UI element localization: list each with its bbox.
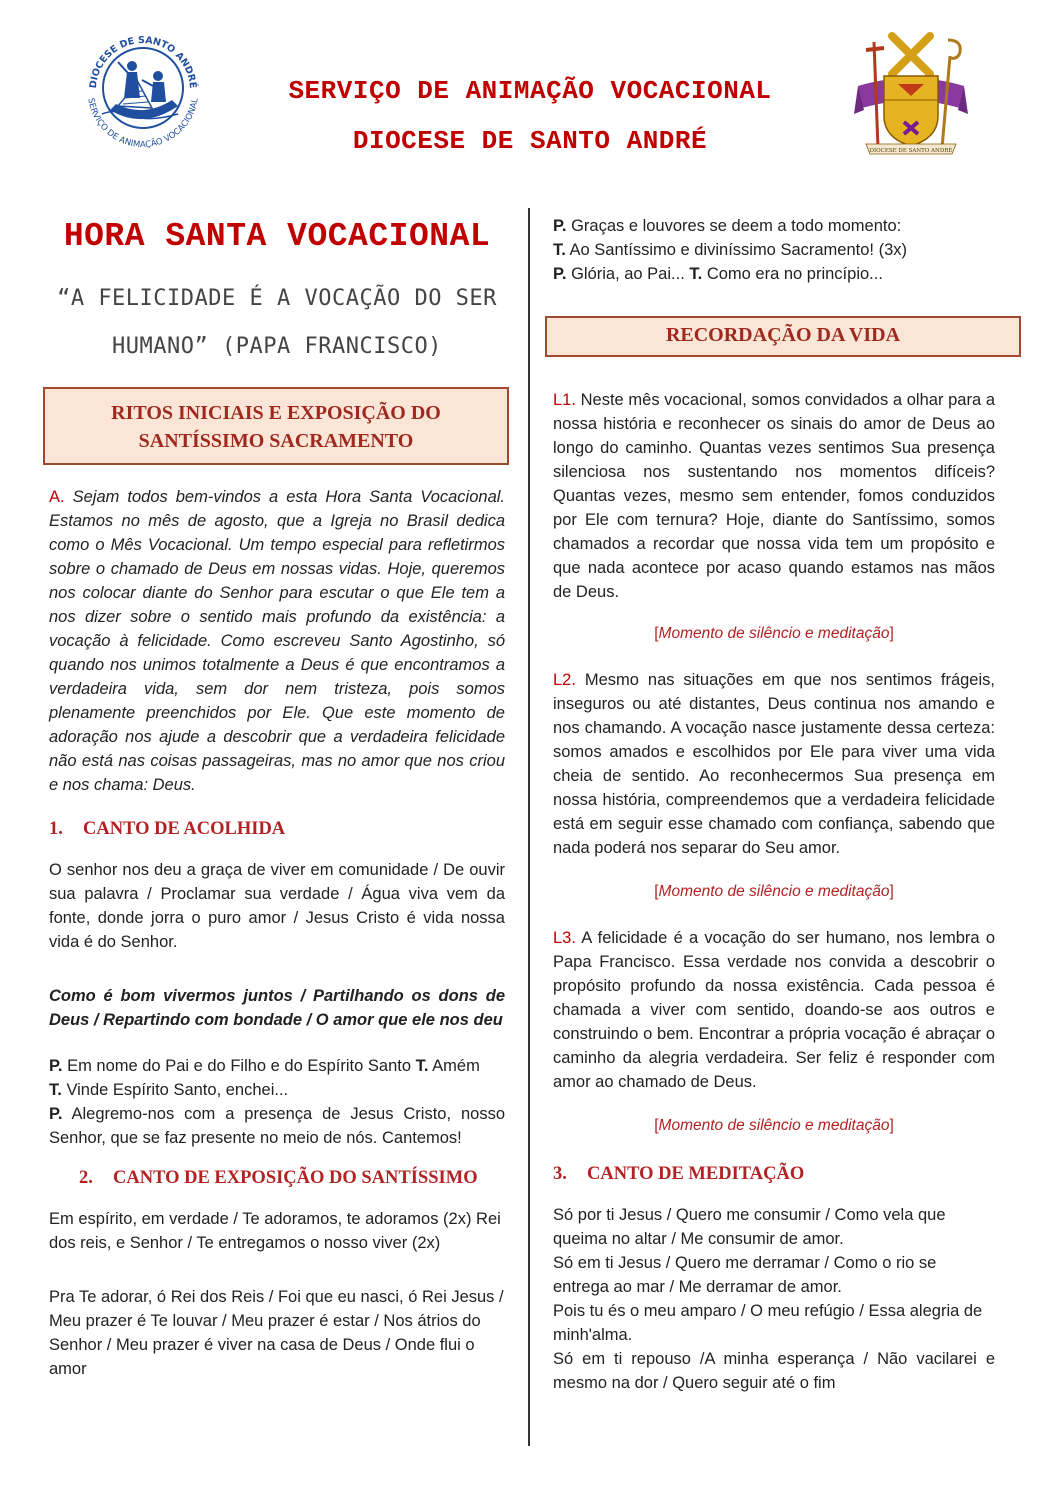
ritos-intro-text: Sejam todos bem-vindos a esta Hora Santa Vocacional. Estamos no mês de agosto, que a Igreja no Brasil dedica como o Mês Vocacional. Um tempo especial para refletirmos sobre o chamado de Deus em nossas vidas. Hoje, queremos nos colocar diante do Senhor para escutar o que Ele tem a nos dizer sobre o sentido mais profundo da existência: a vocação à felicidade. Como escreveu Santo Agostinho, só quando nos unimos totalmente a Deus é que encontramos a verdadeira vida, sem dor nem tristeza, pois somos plenamente preenchidos por Ele. Que este momento de adoração nos ajude a descobrir que a verdadeira felicidade não está nas coisas passageiras, mas no amor que nos criou e nos chama: Deus. — [49, 488, 505, 794]
reader-1-text: Neste mês vocacional, somos convidados a olhar para a nossa história e reconhecer os sinais do amor de Deus ao longo do caminho. Quantas vezes sentimos Sua presença silenciosa nos sustentando nos momentos difíceis? Quantas vezes, mesmo sem entender, fomos conduzidos por Ele com ternura? Hoje, diante do Santíssimo, somos chamados a recordar que nossa vida tem um propósito e que nada acontece por acaso quando estamos nas mãos de Deus. — [553, 391, 995, 601]
bracket-open: [ — [654, 1117, 659, 1134]
canto-meditacao-line-2: Só em ti Jesus / Quero me derramar / Como o rio se entrega ao mar / Me derramar de amor. — [553, 1254, 937, 1296]
dialogue-lines — [49, 1054, 505, 1150]
right-column — [553, 212, 1009, 1442]
logo-text-top: DIOCESE DE SANTO ANDRÉ — [87, 34, 199, 89]
canto-acolhida-verse: O senhor nos deu a graça de viver em comunidade / De ouvir sua palavra / Proclamar sua verdade / Água viva vem da fonte, donde jorra o puro amor / Jesus Cristo é vida nossa vida é do Senhor. — [49, 861, 505, 951]
logo-text-bottom: SERVIÇO DE ANIMAÇÃO VOCACIONAL — [85, 97, 201, 150]
silence-note-2 — [553, 880, 995, 904]
speaker-label-l1: L1. — [553, 391, 576, 409]
speaker-label-l3: L3. — [553, 929, 576, 947]
speaker-label-p: P. — [553, 265, 567, 283]
dialogue-text: Glória, ao Pai... — [571, 265, 685, 283]
speaker-label-t: T. — [49, 1081, 62, 1099]
bracket-open: [ — [654, 625, 659, 642]
speaker-label-p: P. — [49, 1105, 63, 1123]
silence-text: Momento de silêncio e meditação — [658, 883, 890, 900]
section-title: CANTO DE EXPOSIÇÃO DO SANTÍSSIMO — [113, 1168, 478, 1188]
section-number: 3. — [553, 1164, 567, 1184]
canto-acolhida-refrain: Como é bom vivermos juntos / Partilhando os dons de Deus / Repartindo com bondade / O amor que ele nos deu — [49, 987, 505, 1029]
speaker-label-t: T. — [415, 1057, 429, 1075]
canto-exposicao-verse-2: Pra Te adorar, ó Rei dos Reis / Foi que eu nasci, ó Rei Jesus / Meu prazer é Te louvar / Meu prazer é estar / Nos átrios do Senhor / Meu prazer é viver na casa de Deus / Onde flui o amor — [49, 1288, 504, 1378]
section-heading-canto-meditacao — [553, 1164, 995, 1185]
section-heading-canto-acolhida — [49, 819, 505, 840]
bracket-close: ] — [889, 883, 894, 900]
coat-of-arms-banner-text: DIOCESE DE SANTO ANDRÉ — [869, 148, 953, 154]
speaker-label-p: P. — [49, 1057, 63, 1075]
bracket-open: [ — [654, 883, 659, 900]
svg-text:SERVIÇO DE ANIMAÇÃO VOCACIONAL — [85, 97, 200, 150]
section-number: 1. — [49, 819, 63, 839]
canto-exposicao-verse-1: Em espírito, em verdade / Te adoramos, te adoramos (2x) Rei dos reis, e Senhor / Te entregamos o nosso viver (2x) — [49, 1210, 501, 1252]
speaker-label-t: T. — [553, 241, 566, 259]
dialogue-text: Ao Santíssimo e diviníssimo Sacramento! (3x) — [569, 241, 907, 259]
page-subtitle: “A FELICIDADE É A VOCAÇÃO DO SER HUMANO” (PAPA FRANCISCO) — [57, 286, 497, 359]
silence-note-1 — [553, 622, 995, 646]
header-diocese-title: DIOCESE DE SANTO ANDRÉ — [352, 126, 708, 156]
dialogue-text: Em nome do Pai e do Filho e do Espírito Santo — [67, 1057, 412, 1075]
section-title: CANTO DE ACOLHIDA — [83, 819, 286, 839]
header-service-title: SERVIÇO DE ANIMAÇÃO VOCACIONAL — [288, 76, 772, 106]
speaker-label-l2: L2. — [553, 671, 576, 689]
dialogue-text: Como era no princípio... — [706, 265, 883, 283]
reader-3-text: A felicidade é a vocação do ser humano, nos lembra o Papa Francisco. Essa verdade nos convida a descobrir o propósito profundo da nossa existência. Cada pessoa é chamada a viver com sentido, doando-se aos outros e construindo o bem. Encontrar a própria vocação é abraçar o caminho da alegria verdadeira. Ser feliz é responder com amor ao chamado de Deus. — [553, 929, 995, 1091]
reader-2-paragraph — [553, 668, 995, 860]
section-number: 2. — [79, 1168, 93, 1188]
canto-meditacao-line-4: Só em ti repouso /A minha esperança / Não vacilarei e mesmo na dor / Quero seguir até o fim — [553, 1350, 995, 1392]
speaker-label-a: A. — [49, 488, 65, 506]
reader-3-paragraph — [553, 926, 995, 1094]
ritos-section-box: RITOS INICIAIS E EXPOSIÇÃO DO SANTÍSSIMO SACRAMENTO — [43, 387, 509, 465]
dialogue-text: Amém — [432, 1057, 480, 1075]
silence-text: Momento de silêncio e meditação — [658, 625, 890, 642]
left-column — [49, 212, 505, 1381]
dialogue-text: Graças e louvores se deem a todo momento: — [571, 217, 902, 235]
dialogue-text: Vinde Espírito Santo, enchei... — [66, 1081, 289, 1099]
section-heading-canto-exposicao — [49, 1168, 505, 1189]
silence-text: Momento de silêncio e meditação — [658, 1117, 890, 1134]
bracket-close: ] — [889, 1117, 894, 1134]
silence-note-3 — [553, 1114, 995, 1138]
dialogue-text: Alegremo-nos com a presença de Jesus Cristo, nosso Senhor, que se faz presente no meio de nós. Cantemos! — [49, 1105, 505, 1147]
section-title: CANTO DE MEDITAÇÃO — [587, 1164, 805, 1184]
reader-2-text: Mesmo nas situações em que nos sentimos frágeis, inseguros ou até distantes, Deus continua nos amando e nos chamando. A vocação nasce justamente dessa certeza: somos amados e escolhidos por Ele para viver uma vida cheia de sentido. Ao reconhecermos Sua presença em nossa história, compreendemos que a verdadeira felicidade está em seguir esse chamado com confiança, sabendo que nada poderá nos separar do Seu amor. — [553, 671, 995, 857]
right-dialogue-lines — [553, 214, 1009, 286]
diocese-coat-of-arms — [852, 30, 970, 158]
canto-meditacao-line-3: Pois tu és o meu amparo / O meu refúgio / Essa alegria de minh'alma. — [553, 1302, 983, 1344]
page-title: HORA SANTA VOCACIONAL — [63, 218, 491, 255]
column-divider — [528, 208, 530, 1446]
speaker-label-p: P. — [553, 217, 567, 235]
recordacao-section-box: RECORDAÇÃO DA VIDA — [545, 316, 1021, 357]
vocational-service-logo — [78, 22, 208, 152]
bracket-close: ] — [889, 625, 894, 642]
ritos-intro-paragraph — [49, 485, 505, 797]
reader-1-paragraph — [553, 388, 995, 604]
speaker-label-t: T. — [689, 265, 703, 283]
canto-meditacao-line-1: Só por ti Jesus / Quero me consumir / Como vela que queima no altar / Me consumir de amor. — [553, 1206, 946, 1248]
